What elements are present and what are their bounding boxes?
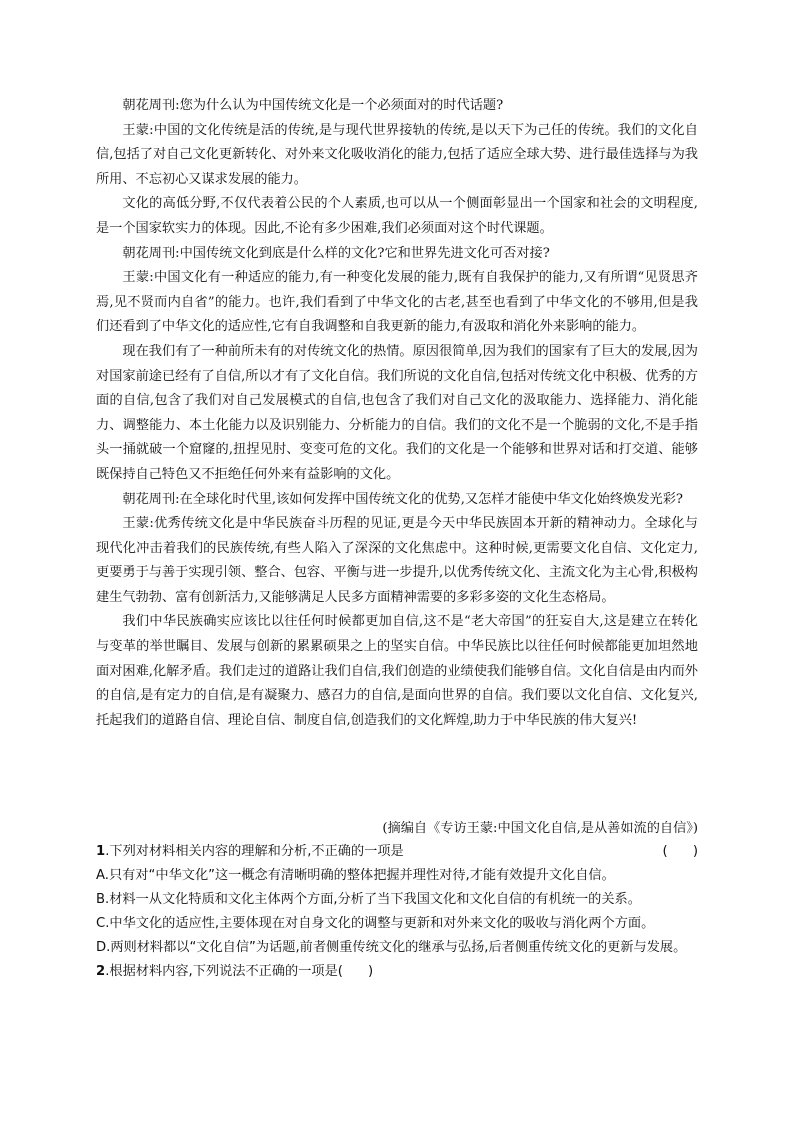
option-b: B.材料一从文化特质和文化主体两个方面,分析了当下我国文化和文化自信的有机统一的关系。	[96, 892, 641, 907]
paragraph: 王蒙:优秀传统文化是中华民族奋斗历程的见证,更是今天中华民族固本开新的精神动力。全球化与现代化冲击着我们的民族传统,有些人陷入了深深的文化焦虑中。这种时候,更需要文化自信、文化定力,更要勇于与善于实现引领、整合、包容、平衡与进一步提升,以优秀传统文化、主流文化为主心骨,积极构建生气勃勃、富有创新活力,又能够满足人民多方面精神需要的多彩多姿的文化生态格局。	[96, 516, 698, 605]
question-number: 2	[96, 964, 106, 979]
paragraph: 我们中华民族确实应该比以往任何时候都更加自信,这不是“老大帝国”的狂妄自大,这是建立在转化与变革的举世瞩目、发展与创新的累累硕果之上的坚实自信。中华民族比以往任何时候都能更加坦然地面对困难,化解矛盾。我们走过的道路让我们自信,我们创造的业绩使我们能够自信。文化自信是由内而外的自信,是有定力的自信,是有凝聚力、感召力的自信,是面向世界的自信。我们要以文化自信、文化复兴,托起我们的道路自信、理论自信、制度自信,创造我们的文化辉煌,助力于中华民族的伟大复兴!	[96, 614, 698, 728]
paragraph: 现在我们有了一种前所未有的对传统文化的热情。原因很简单,因为我们的国家有了巨大的发展,因为对国家前途已经有了自信,所以才有了文化自信。我们所说的文化自信,包括对传统文化中积极、优秀的方面的自信,包含了我们对自己发展模式的自信,也包含了我们对自己文化的汲取能力、选择能力、消化能力、调整能力、本土化能力以及识别能力、分析能力的自信。我们的文化不是一个脆弱的文化,不是手指头一捅就破一个窟窿的,扭捏见肘、变变可危的文化。我们的文化是一个能够和世界对话和打交道、能够既保持自己特色又不拒绝任何外来有益影响的文化。	[96, 343, 698, 482]
option-c: C.中华文化的适应性,主要体现在对自身文化的调整与更新和对外来文化的吸收与消化两个方面。	[96, 916, 655, 931]
paragraph: 朝花周刊:您为什么认为中国传统文化是一个必须面对的时代话题?	[122, 98, 504, 113]
answer-bracket: ( )	[337, 964, 374, 979]
option-d: D.两则材料都以“文化自信”为话题,前者侧重传统文化的继承与弘扬,后者侧重传统文化的更新与发展。	[96, 940, 687, 955]
question-text: .根据材料内容,下列说法不正确的一项是	[105, 964, 338, 979]
answer-bracket: ( )	[662, 844, 698, 859]
paragraph: 朝花周刊:中国传统文化到底是什么样的文化?它和世界先进文化可否对接?	[122, 245, 550, 261]
option-a: A.只有对“中华文化”这一概念有清晰明确的整体把握并理性对待,才能有效提升文化自信。	[96, 868, 615, 883]
question-stem	[96, 840, 698, 864]
paragraph: 王蒙:中国文化有一种适应的能力,有一种变化发展的能力,既有自我保护的能力,又有所谓“见贤思齐焉,见不贤而内自省”的能力。也许,我们看到了中华文化的古老,甚至也看到了中华文化的不够用,但是我们还看到了中华文化的适应性,它有自我调整和自我更新的能力,有汲取和消化外来影响的能力。	[96, 270, 698, 335]
paragraph: 王蒙:中国的文化传统是活的传统,是与现代世界接轨的传统,是以天下为己任的传统。我们的文化自信,包括了对自己文化更新转化、对外来文化吸收消化的能力,包括了适应全球大势、进行最佳选择与为我所用、不忘初心又谋求发展的能力。	[96, 122, 698, 187]
article-source: (摘编自《专访王蒙:中国文化自信,是从善如流的自信》)	[382, 821, 698, 836]
question-number: 1	[96, 844, 106, 859]
question-1	[96, 840, 698, 960]
question-2	[96, 960, 698, 984]
question-text: .下列对材料相关内容的理解和分析,不正确的一项是	[105, 844, 404, 859]
paragraph: 文化的高低分野,不仅代表着公民的个人素质,也可以从一个侧面彰显出一个国家和社会的文明程度,是一个国家软实力的体现。因此,不论有多少困难,我们必须面对这个时代课题。	[96, 196, 698, 236]
question-stem	[96, 960, 698, 984]
article-body	[96, 94, 698, 733]
question-list	[96, 840, 698, 984]
paragraph: 朝花周刊:在全球化时代里,该如何发挥中国传统文化的优势,又怎样才能使中华文化始终焕发光彩?	[122, 491, 683, 507]
